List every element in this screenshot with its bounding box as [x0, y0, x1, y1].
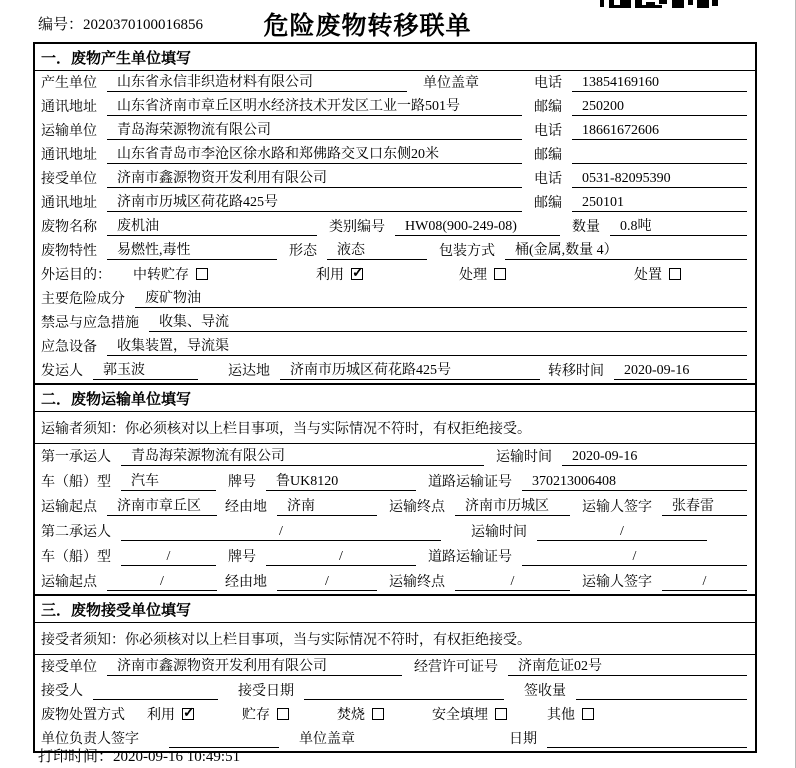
field-label: 接受单位 — [41, 660, 97, 675]
field-label: 通讯地址 — [41, 148, 97, 163]
field-value — [576, 684, 747, 700]
disposal-option-other — [547, 704, 594, 724]
option-label: 贮存 — [242, 708, 270, 723]
field-label: 产生单位 — [41, 76, 97, 91]
field-label: 运输起点 — [41, 575, 97, 590]
purpose-option-utilize — [316, 264, 363, 284]
row-waste-property — [35, 239, 755, 263]
row-vehicle-1 — [35, 469, 755, 494]
row-receiver-unit — [35, 167, 755, 191]
field-label: 经由地 — [225, 500, 267, 515]
field-value: / — [121, 524, 441, 541]
field-value: 济南市鑫源物资开发利用有限公司 — [107, 655, 402, 676]
disposal-option-incinerate — [337, 704, 384, 724]
row-route-1 — [35, 494, 755, 519]
row-second-carrier — [35, 519, 755, 544]
field-value: 收集装置，导流渠 — [107, 335, 747, 356]
field-value: / — [107, 574, 217, 591]
field-value: 济南危证02号 — [508, 655, 747, 676]
option-label: 处置 — [634, 268, 662, 283]
row-emergency-measures — [35, 311, 755, 335]
field-label: 外运目的： — [41, 268, 111, 283]
field-value: 济南市鑫源物资开发利用有限公司 — [107, 167, 522, 188]
field-value: 青岛海荣源物流有限公司 — [107, 119, 522, 140]
row-producer-address — [35, 95, 755, 119]
field-value — [572, 148, 747, 164]
field-value: / — [662, 574, 747, 591]
field-value — [547, 732, 747, 748]
field-label: 车（船）型 — [41, 475, 111, 490]
purpose-option-transfer-storage — [133, 264, 208, 284]
section-receiver — [35, 594, 755, 751]
field-value: 废机油 — [107, 215, 317, 236]
document-number-value: 2020370100016856 — [83, 17, 204, 33]
field-label: 废物处置方式 — [41, 708, 125, 723]
row-transporter-unit — [35, 119, 755, 143]
field-label: 道路运输证号 — [428, 550, 512, 565]
field-label: 接受日期 — [238, 684, 294, 699]
field-value: 0531-82095390 — [572, 171, 747, 188]
field-value: 济南市历城区荷花路425号 — [280, 359, 540, 380]
field-value: 青岛海荣源物流有限公司 — [121, 445, 484, 466]
transporter-notice: 运输者须知：你必须核对以上栏目事项，当与实际情况不符时，有权拒绝接受。 — [35, 412, 755, 444]
field-value — [304, 684, 504, 700]
field-value: 济南市章丘区 — [107, 495, 217, 516]
field-value: / — [121, 549, 216, 566]
field-label: 道路运输证号 — [428, 475, 512, 490]
field-value: 废矿物油 — [135, 287, 747, 308]
checkbox-icon — [351, 268, 363, 280]
checkbox-icon — [582, 708, 594, 720]
field-label: 日期 — [509, 732, 537, 747]
field-value: 桶(金属,数量 4） — [505, 239, 747, 260]
row-vehicle-2 — [35, 544, 755, 569]
field-label: 通讯地址 — [41, 196, 97, 211]
section-receiver-title: 三．废物接受单位填写 — [35, 594, 755, 623]
transfer-form — [33, 42, 757, 753]
field-label: 邮编 — [534, 100, 562, 115]
disposal-option-landfill — [432, 704, 507, 724]
field-label: 车（船）型 — [41, 550, 111, 565]
row-receive-unit — [35, 655, 755, 679]
field-label: 运输人签字 — [582, 500, 652, 515]
field-value: 250200 — [572, 99, 747, 116]
row-transporter-address — [35, 143, 755, 167]
field-value: 郭玉波 — [93, 359, 198, 380]
field-value: 汽车 — [121, 470, 216, 491]
field-value: 鲁UK8120 — [266, 470, 416, 491]
section-transporter — [35, 383, 755, 594]
field-value: 0.8吨 — [610, 215, 747, 236]
field-value: 250101 — [572, 195, 747, 212]
checkbox-icon — [182, 708, 194, 720]
disposal-option-utilize — [147, 704, 194, 724]
field-label: 运输单位 — [41, 124, 97, 139]
field-label: 第二承运人 — [41, 525, 111, 540]
option-label: 中转贮存 — [133, 268, 189, 283]
field-label: 应急设备 — [41, 340, 97, 355]
section-producer-title: 一．废物产生单位填写 — [35, 44, 755, 71]
field-value: 济南市历城区 — [455, 495, 570, 516]
row-shipper — [35, 359, 755, 383]
option-label: 利用 — [147, 708, 175, 723]
row-producer-unit — [35, 71, 755, 95]
disposal-option-storage — [242, 704, 289, 724]
field-value — [93, 684, 218, 700]
row-emergency-equipment — [35, 335, 755, 359]
field-label: 第一承运人 — [41, 450, 111, 465]
form-title: 危险废物转移联单 — [263, 13, 472, 40]
checkbox-icon — [669, 268, 681, 280]
field-label: 运输人签字 — [582, 575, 652, 590]
field-label: 禁忌与应急措施 — [41, 316, 139, 331]
field-label: 经营许可证号 — [414, 660, 498, 675]
field-label: 牌号 — [228, 550, 256, 565]
field-label: 签收量 — [524, 684, 566, 699]
field-value: 13854169160 — [572, 75, 747, 92]
field-label: 形态 — [289, 244, 317, 259]
field-value: 2020-09-16 — [614, 363, 747, 380]
form-header — [0, 0, 795, 40]
row-first-carrier — [35, 444, 755, 469]
purpose-option-dispose — [634, 264, 681, 284]
document-number-label: 编号： — [38, 17, 84, 33]
field-label: 接受单位 — [41, 172, 97, 187]
print-time-label: 打印时间： — [38, 749, 114, 765]
field-value: 山东省济南市章丘区明水经济技术开发区工业一路501号 — [107, 95, 522, 116]
field-label: 废物名称 — [41, 220, 97, 235]
field-value: 370213006408 — [522, 474, 747, 491]
section-transporter-title: 二．废物运输单位填写 — [35, 383, 755, 412]
field-label: 运输时间 — [496, 450, 552, 465]
option-label: 焚烧 — [337, 708, 365, 723]
print-time — [38, 745, 240, 766]
field-value: / — [455, 574, 570, 591]
field-value: 山东省永信非织造材料有限公司 — [107, 71, 407, 92]
option-label: 处理 — [459, 268, 487, 283]
field-label: 邮编 — [534, 196, 562, 211]
field-value: / — [537, 524, 707, 541]
row-hazard-component — [35, 287, 755, 311]
field-value: 18661672606 — [572, 123, 747, 140]
field-value: / — [266, 549, 416, 566]
field-label: 邮编 — [534, 148, 562, 163]
field-label: 牌号 — [228, 475, 256, 490]
row-waste-name — [35, 215, 755, 239]
field-value: 液态 — [327, 239, 427, 260]
row-receive-person — [35, 679, 755, 703]
option-label: 利用 — [316, 268, 344, 283]
field-label: 运输时间 — [471, 525, 527, 540]
checkbox-icon — [277, 708, 289, 720]
field-value: 2020-09-16 — [562, 449, 747, 466]
field-label: 电话 — [534, 124, 562, 139]
field-label: 经由地 — [225, 575, 267, 590]
option-label: 安全填埋 — [432, 708, 488, 723]
field-label: 主要危险成分 — [41, 292, 125, 307]
field-label: 电话 — [534, 76, 562, 91]
field-label: 通讯地址 — [41, 100, 97, 115]
checkbox-icon — [494, 268, 506, 280]
field-label: 数量 — [572, 220, 600, 235]
field-value: 收集、导流 — [149, 311, 747, 332]
row-transfer-purpose — [35, 263, 755, 287]
field-label: 运输起点 — [41, 500, 97, 515]
field-value: / — [522, 549, 747, 566]
row-receiver-address — [35, 191, 755, 215]
field-label: 单位负责人签字 — [41, 732, 139, 747]
field-label: 运输终点 — [389, 500, 445, 515]
purpose-option-treat — [459, 264, 506, 284]
option-label: 其他 — [547, 708, 575, 723]
field-value: HW08(900-249-08) — [395, 219, 560, 236]
print-time-value: 2020-09-16 10:49:51 — [113, 749, 241, 765]
field-value: / — [277, 574, 377, 591]
seal-label: 单位盖章 — [423, 76, 479, 91]
field-label: 转移时间 — [548, 364, 604, 379]
field-label: 废物特性 — [41, 244, 97, 259]
field-label: 运达地 — [228, 364, 270, 379]
field-value: 济南市历城区荷花路425号 — [107, 191, 522, 212]
field-value: 张春雷 — [662, 495, 747, 516]
checkbox-icon — [196, 268, 208, 280]
row-route-2 — [35, 569, 755, 594]
field-label: 接受人 — [41, 684, 83, 699]
field-value: 易燃性,毒性 — [107, 239, 277, 260]
field-value: 济南 — [277, 495, 377, 516]
field-value: 山东省青岛市李沧区徐水路和郑佛路交叉口东侧20米 — [107, 143, 522, 164]
field-label: 类别编号 — [329, 220, 385, 235]
field-label: 发运人 — [41, 364, 83, 379]
field-label: 包装方式 — [439, 244, 495, 259]
field-label: 运输终点 — [389, 575, 445, 590]
checkbox-icon — [495, 708, 507, 720]
section-producer — [35, 44, 755, 383]
seal-label: 单位盖章 — [299, 732, 355, 747]
row-disposal-method — [35, 703, 755, 727]
receiver-notice: 接受者须知：你必须核对以上栏目事项，当与实际情况不符时，有权拒绝接受。 — [35, 623, 755, 655]
checkbox-icon — [372, 708, 384, 720]
field-label: 电话 — [534, 172, 562, 187]
